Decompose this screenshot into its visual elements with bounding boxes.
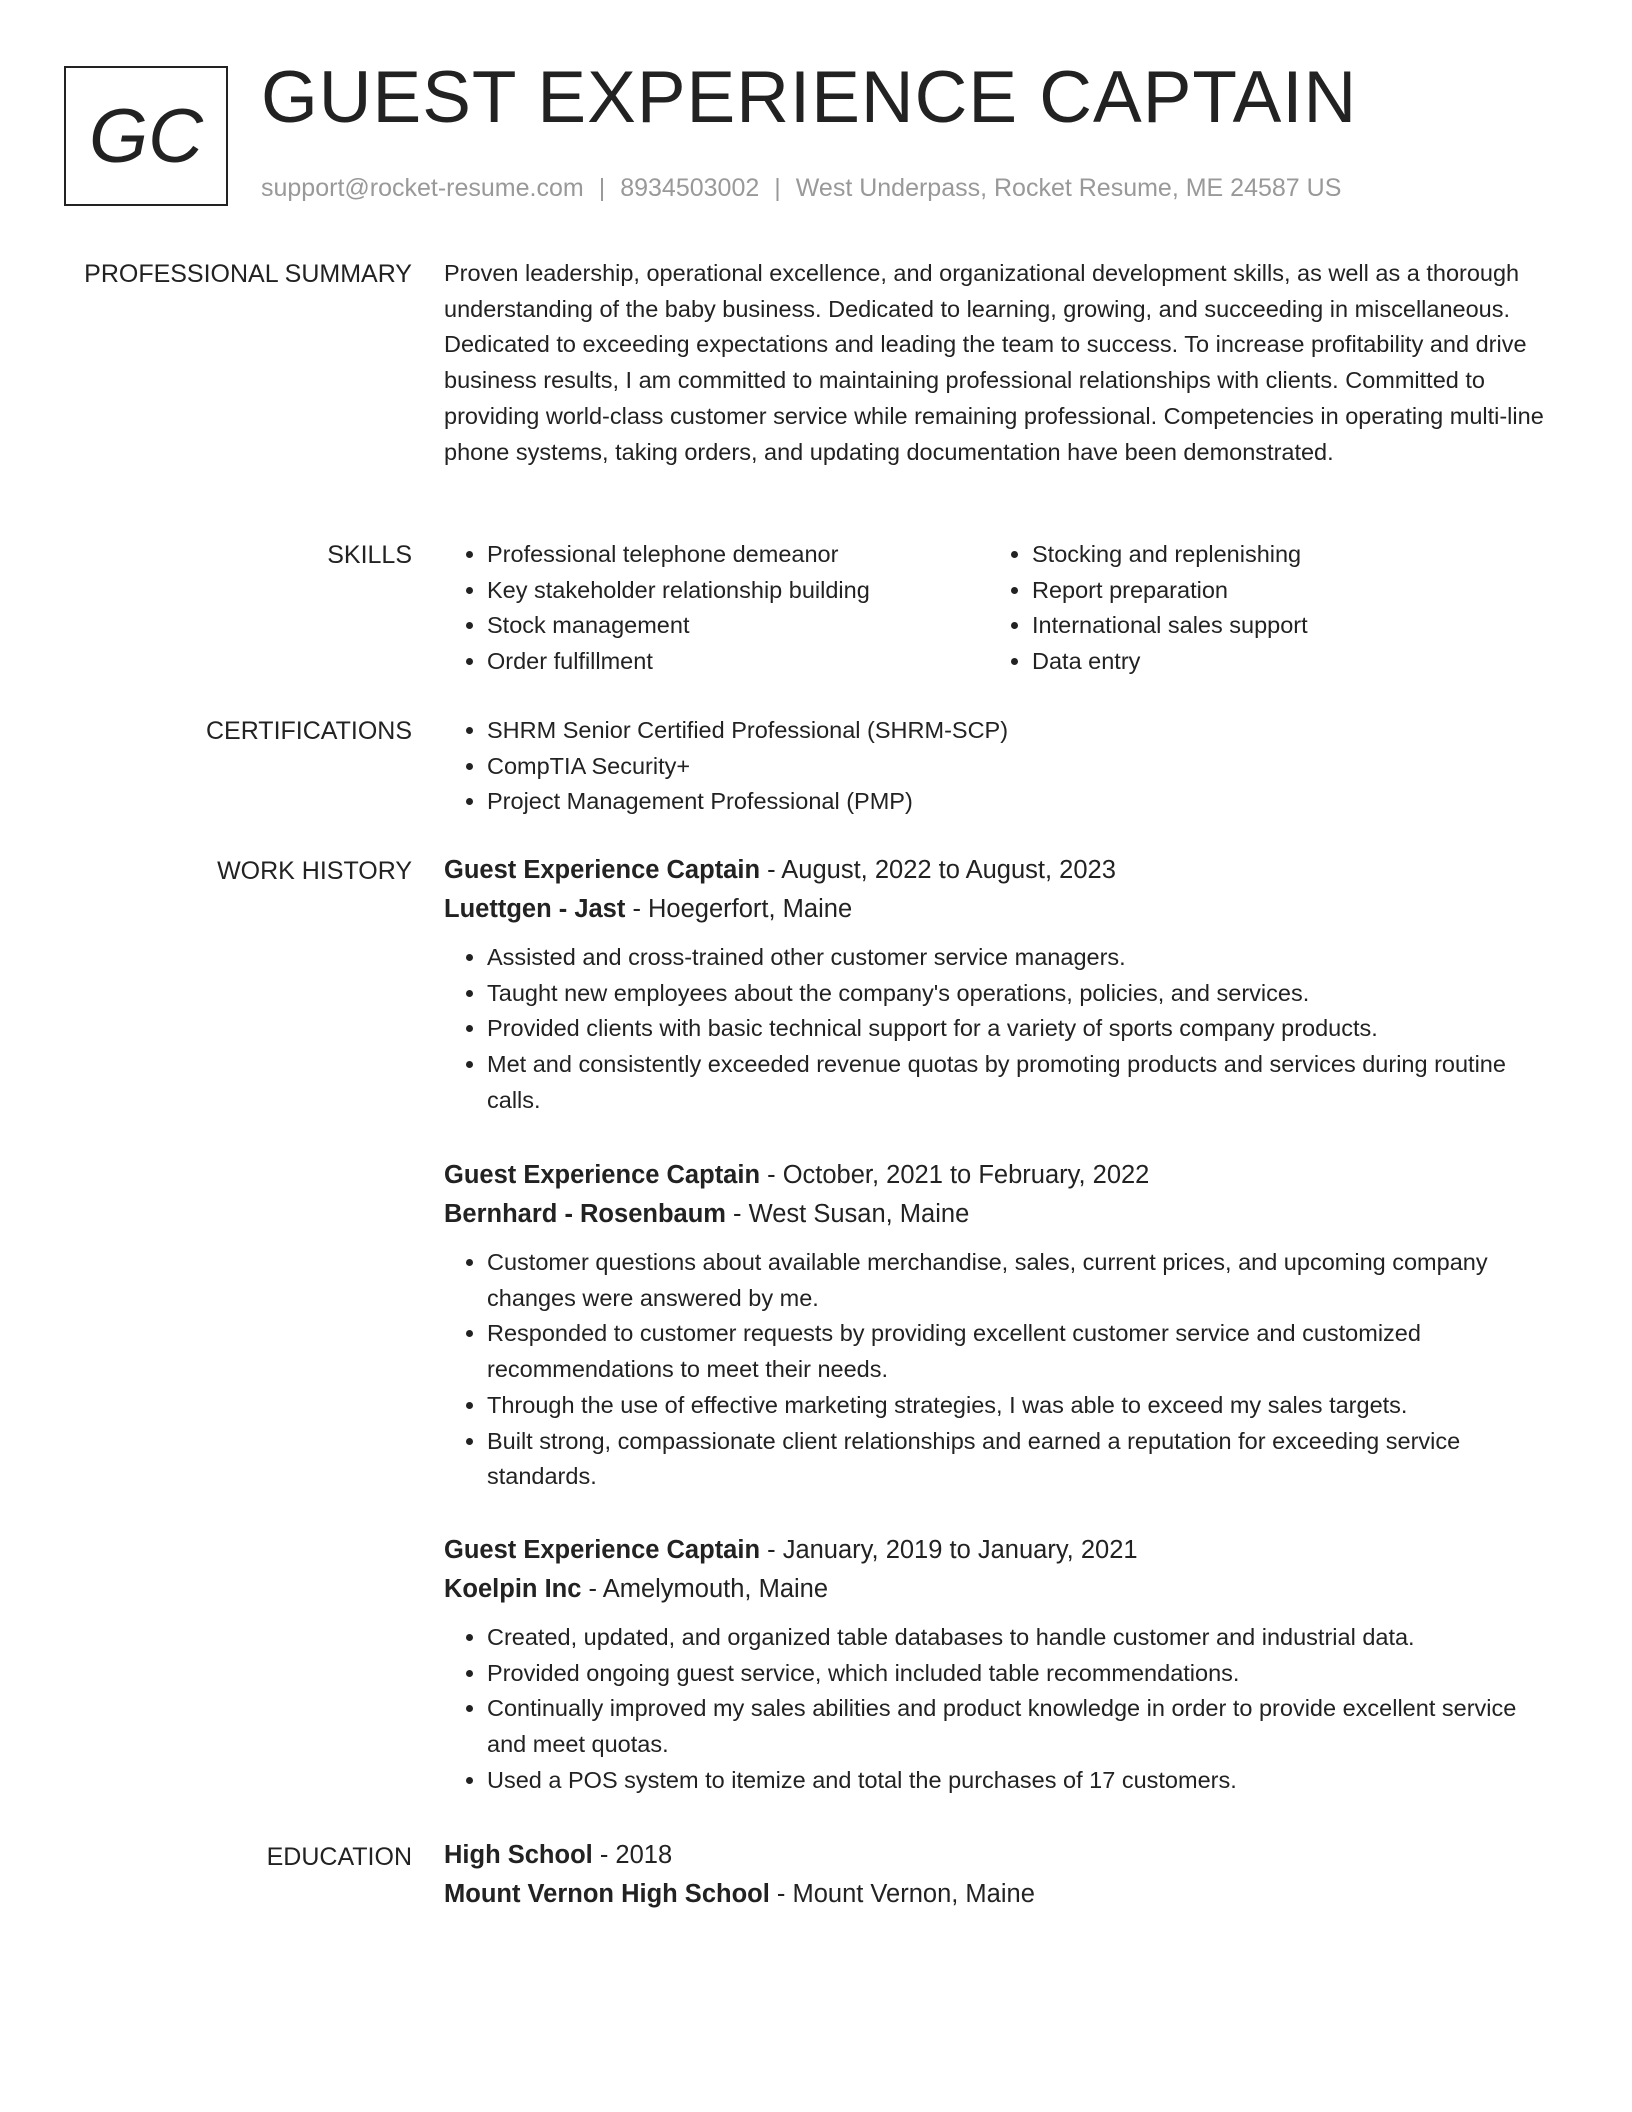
job-company: Luettgen - Jast [444, 895, 626, 923]
summary-heading: PROFESSIONAL SUMMARY [84, 260, 412, 288]
job-position: Guest Experience Captain [444, 1536, 761, 1564]
job-company: Koelpin Inc [444, 1575, 582, 1603]
job-bullet: • Responded to customer requests by providing excellent customer service and customized recommendations to meet their needs. [487, 1316, 1554, 1387]
job-bullet: • Through the use of effective marketing strategies, I was able to exceed my sales targets. [487, 1388, 1554, 1424]
initials-monogram [64, 66, 228, 206]
resume-name: GUEST EXPERIENCE CAPTAIN [261, 57, 1358, 138]
job-position: Guest Experience Captain [444, 1161, 761, 1189]
contact-email: support@rocket-resume.com [261, 174, 584, 202]
contact-address: West Underpass, Rocket Resume, ME 24587 US [795, 174, 1342, 202]
work-history-heading: WORK HISTORY [217, 857, 412, 885]
job-title-line [444, 1156, 1554, 1195]
skill-item: • Professional telephone demeanor [487, 537, 989, 573]
skill-item: • Data entry [1032, 644, 1532, 680]
job-bullet: • Customer questions about available merchandise, sales, current prices, and upcoming company changes were answered by me. [487, 1245, 1554, 1316]
contact-separator: | [774, 174, 781, 202]
certification-item: • CompTIA Security+ [487, 749, 1554, 785]
job-body [444, 851, 1554, 1119]
contact-phone: 8934503002 [620, 174, 760, 202]
skill-item: • Report preparation [1032, 573, 1532, 609]
certifications-list [444, 713, 1554, 820]
job-bullet: • Assisted and cross-trained other customer service managers. [487, 940, 1554, 976]
job-body [444, 1156, 1554, 1495]
contact-line [261, 174, 1341, 203]
skill-item: • Stocking and replenishing [1032, 537, 1532, 573]
job-bullet: • Created, updated, and organized table databases to handle customer and industrial data. [487, 1620, 1554, 1656]
education-school-line [444, 1875, 1554, 1914]
initials-text: GC [89, 93, 203, 179]
skill-item: • Stock management [487, 608, 989, 644]
job-dates: - January, 2019 to January, 2021 [760, 1536, 1138, 1564]
education-degree-line [444, 1836, 1554, 1875]
skills-list-left [444, 537, 989, 680]
education-body [444, 1836, 1554, 1914]
job-bullets [444, 1245, 1554, 1495]
certification-item: • SHRM Senior Certified Professional (SHRM-SCP) [487, 713, 1554, 749]
education-school: Mount Vernon High School [444, 1880, 770, 1908]
education-year: - 2018 [592, 1841, 673, 1869]
job-bullet: • Taught new employees about the company's operations, policies, and services. [487, 976, 1554, 1012]
skill-item: • International sales support [1032, 608, 1532, 644]
job-bullet: • Provided ongoing guest service, which included table recommendations. [487, 1656, 1554, 1692]
summary-body [444, 256, 1554, 470]
job-bullet: • Continually improved my sales abilities and product knowledge in order to provide excellent service and meet quotas. [487, 1691, 1554, 1762]
job-dates: - August, 2022 to August, 2023 [760, 856, 1116, 884]
skills-heading: SKILLS [327, 541, 412, 569]
skills-list-right [989, 537, 1532, 680]
job-position: Guest Experience Captain [444, 856, 761, 884]
job-bullets [444, 1620, 1554, 1799]
job-bullet: • Provided clients with basic technical support for a variety of sports company products. [487, 1011, 1554, 1047]
job-title-line [444, 851, 1554, 890]
job-company-line [444, 890, 1554, 929]
education-location: - Mount Vernon, Maine [769, 1880, 1035, 1908]
job-company: Bernhard - Rosenbaum [444, 1200, 726, 1228]
job-location: - West Susan, Maine [725, 1200, 970, 1228]
certifications-body [444, 713, 1554, 820]
certifications-heading: CERTIFICATIONS [205, 717, 412, 745]
job-title-line [444, 1531, 1554, 1570]
job-location: - Hoegerfort, Maine [625, 895, 853, 923]
job-bullets [444, 940, 1554, 1119]
certification-item: • Project Management Professional (PMP) [487, 784, 1554, 820]
job-bullet: • Met and consistently exceeded revenue quotas by promoting products and services during routine calls. [487, 1047, 1554, 1118]
job-bullet: • Used a POS system to itemize and total the purchases of 17 customers. [487, 1763, 1554, 1799]
education-degree: High School [444, 1841, 593, 1869]
job-company-line [444, 1195, 1554, 1234]
skill-item: • Order fulfillment [487, 644, 989, 680]
summary-text: Proven leadership, operational excellence, and organizational development skills, as well as a thorough understanding of the baby business. Dedicated to learning, growing, and succeeding in miscellaneous. Dedicated to exceeding expectations and leading the team to success. To increase profitability and drive business results, I am committed to maintaining professional relationships with clients. Committed to providing world-class customer service while remaining professional. Competencies in operating multi-line phone systems, taking orders, and updating documentation have been demonstrated. [444, 260, 1544, 465]
job-bullet: • Built strong, compassionate client relationships and earned a reputation for exceeding service standards. [487, 1424, 1554, 1495]
contact-separator: | [598, 174, 606, 202]
education-heading: EDUCATION [266, 1843, 412, 1871]
job-location: - Amelymouth, Maine [581, 1575, 829, 1603]
skills-body [444, 537, 1554, 680]
skill-item: • Key stakeholder relationship building [487, 573, 989, 609]
job-dates: - October, 2021 to February, 2022 [760, 1161, 1150, 1189]
job-body [444, 1531, 1554, 1799]
job-company-line [444, 1570, 1554, 1609]
